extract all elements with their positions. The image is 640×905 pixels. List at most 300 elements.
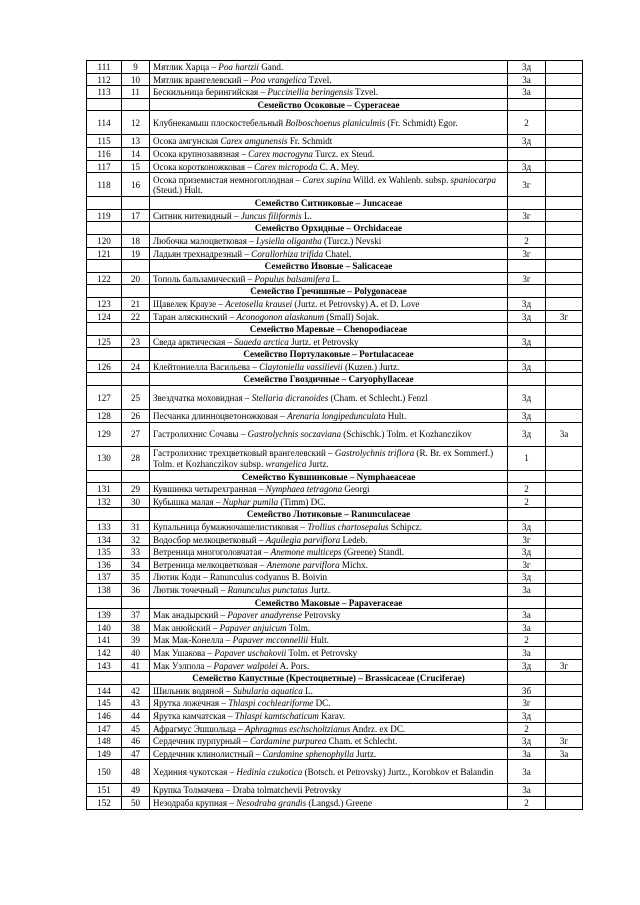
row-number: 139 <box>87 609 122 622</box>
species-name <box>150 697 508 710</box>
species-row <box>87 173 583 197</box>
subspecies-author: Jurtz. <box>306 458 329 469</box>
latin-name: Arenaria longipedunculata <box>287 411 386 422</box>
russian-name: Водосбор мелкоцветковый – <box>153 534 266 545</box>
species-name <box>150 634 508 647</box>
status-category: 3д <box>508 135 546 148</box>
status-category: 2 <box>508 495 546 508</box>
list-number-cell <box>122 260 150 273</box>
family-heading: Семейство Гвоздичные – Caryophyllaceae <box>150 373 508 386</box>
row-number: 116 <box>87 147 122 160</box>
list-number: 41 <box>122 659 150 672</box>
status-category: 3д <box>508 521 546 534</box>
latin-name: Ranunculus punctatus <box>227 585 309 595</box>
status-category-2 <box>546 495 583 508</box>
list-number: 28 <box>122 446 150 470</box>
row-number-cell <box>87 470 122 483</box>
list-number: 14 <box>122 147 150 160</box>
family-row <box>87 222 583 235</box>
family-heading: Семейство Лютиковые – Ranunculaceae <box>150 508 508 521</box>
row-number: 130 <box>87 446 122 470</box>
author-citation: (Timm) DC. <box>278 496 326 507</box>
author-citation: A. Pors. <box>277 660 310 671</box>
latin-name: Subularia aquatica <box>232 685 303 696</box>
species-row <box>87 297 583 310</box>
latin-name: Anemone multiceps <box>270 547 342 558</box>
status-category: 3а <box>508 760 546 784</box>
list-number: 38 <box>122 621 150 634</box>
russian-name: Щавелек Краузе – <box>153 298 226 309</box>
list-number: 47 <box>122 747 150 760</box>
latin-name: Gastrolychnis triflora <box>334 448 415 459</box>
list-number: 24 <box>122 360 150 373</box>
species-name <box>150 558 508 571</box>
latin-name: Poa hartzii <box>218 62 259 72</box>
russian-name: Ладьян трехнадрезный – <box>153 248 252 259</box>
status-cell-2 <box>546 672 583 685</box>
author-citation: (Greene) Standl. <box>341 547 404 558</box>
status-category: 3д <box>508 310 546 323</box>
species-name <box>150 760 508 784</box>
latin-name: Stellaria dicranoides <box>251 392 329 403</box>
status-cell-2 <box>546 197 583 210</box>
list-number-cell <box>122 98 150 111</box>
list-number: 46 <box>122 735 150 748</box>
latin-name: Gastrolychnis soczaviana <box>247 429 342 440</box>
russian-name: Купальница бумажночашелистиковая – <box>153 522 308 533</box>
list-number: 43 <box>122 697 150 710</box>
list-number: 35 <box>122 571 150 584</box>
author-citation: Tolm. et Petrovsky <box>286 647 358 658</box>
list-number: 36 <box>122 584 150 597</box>
author-citation: Fr. Schmidt <box>287 136 333 147</box>
list-number: 30 <box>122 495 150 508</box>
status-category-2 <box>546 571 583 584</box>
latin-name: Hedinia czukotica <box>236 767 303 778</box>
author-citation: Tolm. <box>286 622 311 633</box>
species-name <box>150 483 508 496</box>
list-number: 17 <box>122 209 150 222</box>
row-number-cell <box>87 222 122 235</box>
row-number-cell <box>87 508 122 521</box>
status-category: 3а <box>508 784 546 797</box>
russian-name: Шильник водяной – <box>153 685 233 696</box>
russian-name: Лютик Коди – Ranunculus codyanus B. Boivin <box>153 572 328 583</box>
author-citation: L. <box>330 273 341 284</box>
list-number: 37 <box>122 609 150 622</box>
list-number: 29 <box>122 483 150 496</box>
species-name <box>150 386 508 410</box>
species-name <box>150 335 508 348</box>
russian-name: Любочка малоцветковая – <box>153 235 257 246</box>
row-number: 141 <box>87 634 122 647</box>
status-cell-2 <box>546 98 583 111</box>
status-category-2 <box>546 247 583 260</box>
species-name <box>150 61 508 74</box>
author-citation: (R. Br. ex Sommerf.) Tolm. et Kozhanczikov subsp. <box>153 448 494 469</box>
status-category-2 <box>546 521 583 534</box>
species-row <box>87 584 583 597</box>
row-number: 151 <box>87 784 122 797</box>
status-category: 1 <box>508 446 546 470</box>
russian-name: Мак Ушакова – <box>153 647 215 658</box>
russian-name: Мак Уэлпола – <box>153 660 214 671</box>
status-category: 3г <box>508 533 546 546</box>
status-cell-1 <box>508 222 546 235</box>
row-number-cell <box>87 596 122 609</box>
status-category-2 <box>546 209 583 222</box>
status-category-2: 3а <box>546 422 583 446</box>
species-name <box>150 297 508 310</box>
list-number: 40 <box>122 646 150 659</box>
species-name <box>150 360 508 373</box>
russian-name: Мак анадырский – <box>153 610 228 621</box>
latin-name: Cardamine sphenophylla <box>262 748 354 759</box>
species-name <box>150 646 508 659</box>
russian-name: Ветреница мелкоцветковая – <box>153 559 267 570</box>
species-name <box>150 173 508 197</box>
status-category-2 <box>546 135 583 148</box>
list-number: 11 <box>122 86 150 99</box>
species-name <box>150 86 508 99</box>
family-heading: Семейство Капустные (Крестоцветные) – Brassicaceae (Cruciferae) <box>150 672 508 685</box>
row-number: 135 <box>87 546 122 559</box>
status-cell-1 <box>508 323 546 336</box>
latin-name: Claytoniella vassilievii <box>259 361 343 372</box>
status-category-2 <box>546 483 583 496</box>
status-category: 3д <box>508 386 546 410</box>
row-number: 123 <box>87 297 122 310</box>
status-category: 3д <box>508 360 546 373</box>
status-category: 3г <box>508 173 546 197</box>
status-category: 3д <box>508 335 546 348</box>
russian-name: Кувшинка четырехгранная – <box>153 484 266 495</box>
author-citation: Cham. et Schlecht. <box>326 736 398 747</box>
list-number: 23 <box>122 335 150 348</box>
species-row <box>87 558 583 571</box>
latin-name: Carex supina <box>302 174 351 185</box>
status-category: 3г <box>508 558 546 571</box>
latin-name: Papaver anadyrense <box>227 610 302 621</box>
list-number-cell <box>122 323 150 336</box>
russian-name: Осока амгунская <box>153 136 221 147</box>
status-category-2 <box>546 410 583 423</box>
russian-name: Бескильница берингийская – <box>153 87 268 98</box>
species-name <box>150 73 508 86</box>
species-name <box>150 747 508 760</box>
species-name <box>150 722 508 735</box>
row-number: 124 <box>87 310 122 323</box>
list-number: 49 <box>122 784 150 797</box>
latin-name: Papaver walpolei <box>213 660 278 671</box>
status-category: 2 <box>508 111 546 135</box>
list-number-cell <box>122 596 150 609</box>
species-name <box>150 422 508 446</box>
species-row <box>87 73 583 86</box>
list-number-cell <box>122 508 150 521</box>
author-citation: (Cham. et Schlecht.) Fenzl <box>328 392 428 403</box>
list-number: 42 <box>122 684 150 697</box>
species-row <box>87 234 583 247</box>
status-cell-1 <box>508 98 546 111</box>
russian-name: Мятлик Харца – <box>153 62 219 72</box>
row-number-cell <box>87 373 122 386</box>
status-cell-2 <box>546 222 583 235</box>
author-citation: Georgi <box>342 484 370 495</box>
table-body <box>87 61 583 810</box>
species-row <box>87 646 583 659</box>
row-number: 144 <box>87 684 122 697</box>
author-citation: DC. <box>313 698 331 709</box>
subspecies-author: (Steud.) Hult. <box>153 185 203 196</box>
family-row <box>87 98 583 111</box>
family-heading: Семейство Осоковые – Cyperaceae <box>150 98 508 111</box>
author-citation: (Botsch. et Petrovsky) Jurtz., Korobkov et Balandin <box>302 767 494 778</box>
species-name <box>150 247 508 260</box>
status-category: 3а <box>508 73 546 86</box>
russian-name: Сердечник пурпурный – <box>153 736 250 747</box>
list-number-cell <box>122 672 150 685</box>
author-citation: Andrz. ex DC. <box>350 723 406 734</box>
row-number: 145 <box>87 697 122 710</box>
author-citation: C. A. Mey. <box>317 161 360 172</box>
status-category-2 <box>546 335 583 348</box>
latin-name: Populus balsamifera <box>254 273 330 284</box>
list-number: 25 <box>122 386 150 410</box>
species-name <box>150 684 508 697</box>
row-number: 120 <box>87 234 122 247</box>
status-category: 3г <box>508 272 546 285</box>
author-citation: Tzvel. <box>306 74 332 85</box>
row-number-cell <box>87 285 122 298</box>
row-number: 132 <box>87 495 122 508</box>
status-category-2 <box>546 784 583 797</box>
latin-name: Thlaspi cochleariforme <box>228 698 314 709</box>
russian-name: Клубнекамыш плоскостебельный <box>153 118 286 129</box>
species-row <box>87 147 583 160</box>
status-cell-1 <box>508 348 546 361</box>
row-number: 138 <box>87 584 122 597</box>
author-citation: Ledeb. <box>340 534 368 545</box>
species-name <box>150 209 508 222</box>
status-category: 2 <box>508 722 546 735</box>
list-number: 20 <box>122 272 150 285</box>
list-number: 21 <box>122 297 150 310</box>
status-category: 2 <box>508 234 546 247</box>
status-category: 3д <box>508 546 546 559</box>
row-number: 113 <box>87 86 122 99</box>
species-row <box>87 521 583 534</box>
row-number: 148 <box>87 735 122 748</box>
species-name <box>150 709 508 722</box>
status-category-2 <box>546 111 583 135</box>
russian-name: Осока коротконожковая – <box>153 161 255 172</box>
latin-name: Acetosella krausei <box>225 298 293 309</box>
row-number: 131 <box>87 483 122 496</box>
row-number-cell <box>87 98 122 111</box>
species-name <box>150 621 508 634</box>
row-number-cell <box>87 323 122 336</box>
status-category-2 <box>546 584 583 597</box>
species-row <box>87 422 583 446</box>
status-cell-1 <box>508 470 546 483</box>
status-cell-2 <box>546 508 583 521</box>
russian-name: Ярутка камчатская – <box>153 710 235 721</box>
row-number: 115 <box>87 135 122 148</box>
russian-name: Кубышка малая – <box>153 496 223 507</box>
species-row <box>87 533 583 546</box>
status-category-2 <box>546 86 583 99</box>
list-number-cell <box>122 197 150 210</box>
status-cell-2 <box>546 260 583 273</box>
family-row <box>87 285 583 298</box>
species-name <box>150 609 508 622</box>
status-category-2: 3г <box>546 310 583 323</box>
species-row <box>87 571 583 584</box>
species-row <box>87 160 583 173</box>
species-row <box>87 446 583 470</box>
family-heading: Семейство Маревые – Chenopodiaceae <box>150 323 508 336</box>
russian-name: Лютик точечный – <box>153 585 228 595</box>
author-citation: Chatel. <box>323 248 352 259</box>
status-category: 3д <box>508 735 546 748</box>
row-number: 127 <box>87 386 122 410</box>
status-category: 3а <box>508 86 546 99</box>
author-citation: Willd. ex Wahlenb. subsp. <box>350 174 451 185</box>
author-citation: Petrovsky <box>302 610 341 621</box>
latin-name: Aquilegia parviflora <box>265 534 341 545</box>
list-number: 44 <box>122 709 150 722</box>
russian-name: Мятлик врангелевский – <box>153 74 251 85</box>
list-number-cell <box>122 470 150 483</box>
status-category-2 <box>546 621 583 634</box>
status-category: 3д <box>508 297 546 310</box>
row-number: 122 <box>87 272 122 285</box>
latin-name: Cardamine purpurea <box>249 736 327 747</box>
list-number: 27 <box>122 422 150 446</box>
species-table <box>86 60 583 810</box>
russian-name: Мак анюйский – <box>153 622 220 633</box>
author-citation: Gand. <box>258 62 284 72</box>
species-name <box>150 571 508 584</box>
list-number: 19 <box>122 247 150 260</box>
status-cell-1 <box>508 373 546 386</box>
author-citation: Turcz. ex Steud. <box>312 148 375 159</box>
row-number: 117 <box>87 160 122 173</box>
family-heading: Семейство Кувшинковые – Nymphaeaceae <box>150 470 508 483</box>
russian-name: Афрагмус Эшшольца – <box>153 723 246 734</box>
author-citation: (Schischk.) Tolm. et Kozhanczikov <box>341 429 472 440</box>
species-row <box>87 360 583 373</box>
family-row <box>87 508 583 521</box>
status-category: 3д <box>508 160 546 173</box>
list-number: 26 <box>122 410 150 423</box>
family-row <box>87 323 583 336</box>
list-number: 18 <box>122 234 150 247</box>
list-number-cell <box>122 348 150 361</box>
species-row <box>87 722 583 735</box>
row-number-cell <box>87 348 122 361</box>
status-category: 3а <box>508 646 546 659</box>
russian-name: Сердечник клинолистный – <box>153 748 263 759</box>
row-number: 142 <box>87 646 122 659</box>
row-number: 143 <box>87 659 122 672</box>
status-category-2: 3г <box>546 659 583 672</box>
russian-name: Клейтониелла Васильева – <box>153 361 260 372</box>
status-category-2 <box>546 61 583 74</box>
status-category-2 <box>546 646 583 659</box>
latin-name: Anemone parviflora <box>266 559 340 570</box>
family-row <box>87 348 583 361</box>
author-citation: (Turcz.) Nevski <box>321 235 382 246</box>
row-number: 134 <box>87 533 122 546</box>
russian-name: Гастролихнис трехцветковый врангелевский – <box>153 448 335 459</box>
species-row <box>87 747 583 760</box>
latin-name: Aconogonon alaskanum <box>236 311 325 322</box>
list-number: 34 <box>122 558 150 571</box>
row-number: 149 <box>87 747 122 760</box>
family-heading: Семейство Маковые – Papaveraceae <box>150 596 508 609</box>
species-name <box>150 495 508 508</box>
species-row <box>87 796 583 809</box>
species-row <box>87 61 583 74</box>
latin-name: Corallorhiza trifida <box>251 248 324 259</box>
row-number: 126 <box>87 360 122 373</box>
list-number: 16 <box>122 173 150 197</box>
species-row <box>87 111 583 135</box>
status-cell-1 <box>508 285 546 298</box>
row-number-cell <box>87 197 122 210</box>
status-category: 3д <box>508 410 546 423</box>
family-row <box>87 672 583 685</box>
status-category: 3а <box>508 621 546 634</box>
russian-name: Звездчатка моховидная – <box>153 392 252 403</box>
latin-name: Lysiella oligantha <box>256 235 322 246</box>
status-category-2 <box>546 796 583 809</box>
species-name <box>150 784 508 797</box>
russian-name: Ситник нитевидный – <box>153 210 241 221</box>
species-name <box>150 111 508 135</box>
species-row <box>87 634 583 647</box>
row-number: 112 <box>87 73 122 86</box>
species-row <box>87 709 583 722</box>
author-citation: (Fr. Schmidt) Egor. <box>385 118 458 129</box>
list-number: 12 <box>122 111 150 135</box>
family-row <box>87 260 583 273</box>
latin-name: Carex macrogyna <box>248 148 313 159</box>
list-number-cell <box>122 373 150 386</box>
russian-name: Гастролихнис Сочавы – <box>153 429 248 440</box>
status-category: 3д <box>508 659 546 672</box>
status-category: 3а <box>508 584 546 597</box>
status-category: 2 <box>508 634 546 647</box>
species-row <box>87 310 583 323</box>
status-cell-1 <box>508 596 546 609</box>
status-category-2 <box>546 697 583 710</box>
family-heading: Семейство Орхидные – Orchidaceae <box>150 222 508 235</box>
species-row <box>87 546 583 559</box>
status-category-2 <box>546 722 583 735</box>
list-number: 33 <box>122 546 150 559</box>
species-name <box>150 659 508 672</box>
russian-name: Сведа арктическая – <box>153 336 235 347</box>
latin-name: Aphragmus eschscholtzianus <box>245 723 351 734</box>
status-category: 3а <box>508 609 546 622</box>
species-row <box>87 272 583 285</box>
status-cell-2 <box>546 348 583 361</box>
family-row <box>87 197 583 210</box>
row-number: 111 <box>87 61 122 74</box>
